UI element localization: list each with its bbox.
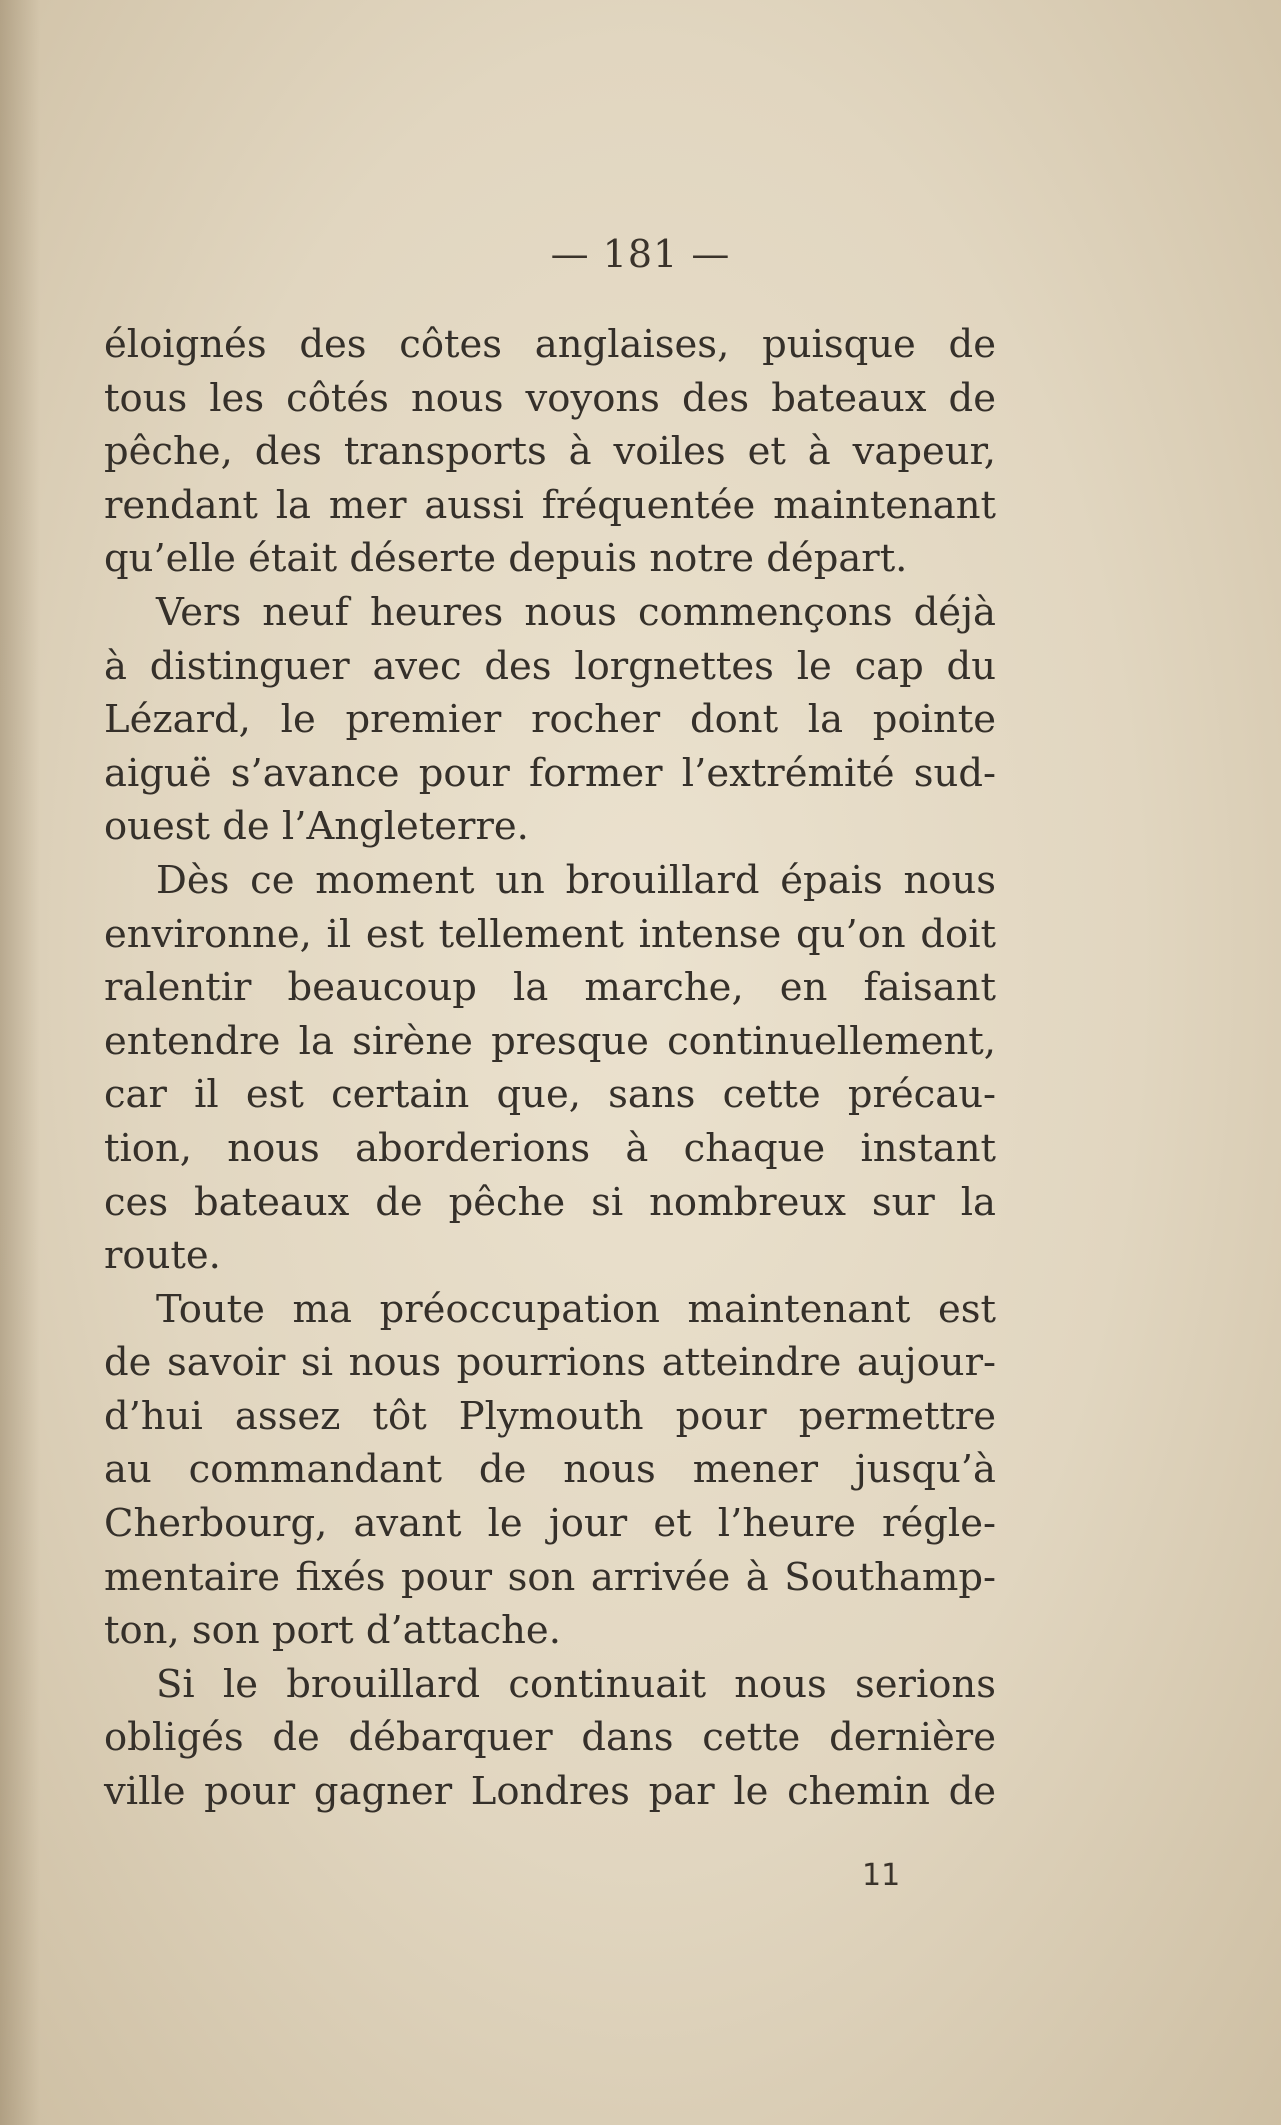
text-line: ouest de l’Angleterre. bbox=[104, 804, 529, 850]
body-text bbox=[104, 318, 996, 1819]
text-line: aiguë s’avance pour former l’extrémité sud- bbox=[104, 750, 996, 796]
text-line: tion, nous aborderions à chaque instant bbox=[104, 1125, 996, 1171]
text-line: mentaire fixés pour son arrivée à Southamp- bbox=[104, 1554, 996, 1600]
text-line: ralentir beaucoup la marche, en faisant bbox=[104, 965, 996, 1011]
text-line: de savoir si nous pourrions atteindre aujour- bbox=[104, 1340, 996, 1386]
text-line: car il est certain que, sans cette précau- bbox=[104, 1072, 996, 1118]
text-line: Lézard, le premier rocher dont la pointe bbox=[104, 697, 996, 743]
text-line: route. bbox=[104, 1233, 221, 1279]
text-line-paragraph-start: Vers neuf heures nous commençons déjà bbox=[156, 589, 996, 635]
text-line-paragraph-start: Si le brouillard continuait nous serions bbox=[156, 1661, 996, 1707]
signature-mark: 11 bbox=[862, 1858, 901, 1893]
text-line: ces bateaux de pêche si nombreux sur la bbox=[104, 1179, 996, 1225]
text-line: obligés de débarquer dans cette dernière bbox=[104, 1715, 996, 1761]
text-line: éloignés des côtes anglaises, puisque de bbox=[104, 322, 996, 367]
text-line: à distinguer avec des lorgnettes le cap du bbox=[104, 643, 996, 689]
text-line: entendre la sirène presque continuellement, bbox=[104, 1018, 996, 1064]
text-line: ville pour gagner Londres par le chemin de bbox=[104, 1769, 996, 1815]
text-line-paragraph-start: Dès ce moment un brouillard épais nous bbox=[156, 857, 996, 903]
text-line: ton, son port d’attache. bbox=[104, 1608, 561, 1654]
text-line: tous les côtés nous voyons des bateaux de bbox=[104, 375, 996, 421]
text-line: pêche, des transports à voiles et à vapeur, bbox=[104, 429, 996, 475]
text-line: Cherbourg, avant le jour et l’heure régle- bbox=[104, 1501, 996, 1547]
text-line: rendant la mer aussi fréquentée maintenant bbox=[104, 482, 996, 528]
text-line-paragraph-start: Toute ma préoccupation maintenant est bbox=[156, 1286, 996, 1332]
text-line: d’hui assez tôt Plymouth pour permettre bbox=[104, 1393, 996, 1439]
page-number: — 181 — bbox=[550, 232, 731, 276]
text-line: au commandant de nous mener jusqu’à bbox=[104, 1447, 996, 1493]
text-line: environne, il est tellement intense qu’on doit bbox=[104, 911, 996, 957]
text-line: qu’elle était déserte depuis notre départ. bbox=[104, 536, 908, 582]
